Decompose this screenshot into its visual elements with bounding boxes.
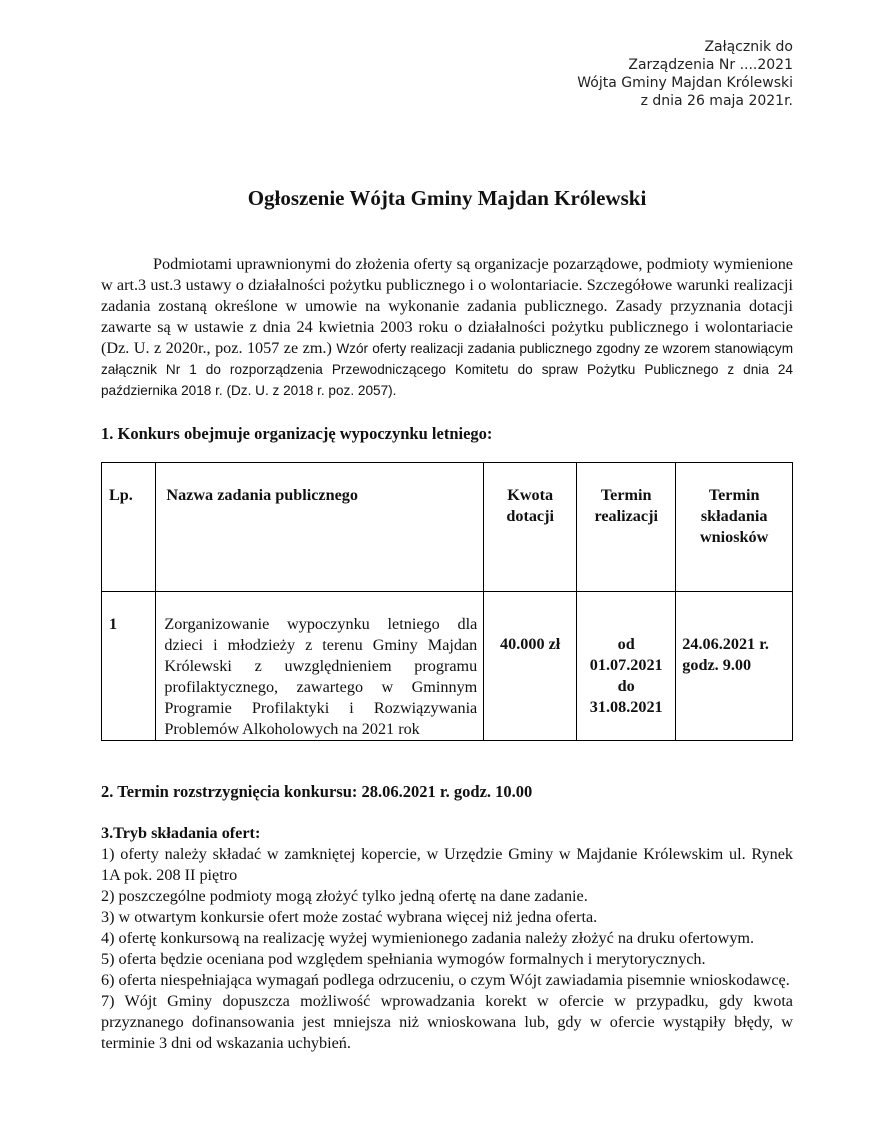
section-3 [101, 823, 793, 1054]
section-1-heading: 1. Konkurs obejmuje organizację wypoczynku letniego: [101, 424, 493, 443]
tasks-table [101, 462, 793, 741]
header-submission-line: Termin [708, 486, 760, 504]
cell-task-name: Zorganizowanie wypoczynku letniego dla dzieci i młodzieży z terenu Gminy Majdan Królewski z uwzględnieniem programu profilaktycznego, zawartego w Gminnym Programie Profilaktyki i Rozwiązywania Problemów Alkoholowych na 2021 rok [156, 592, 484, 741]
header-submission-line: składania [700, 507, 768, 525]
annex-header [577, 38, 793, 110]
realization-line: do [617, 677, 635, 695]
realization-line: 31.08.2021 [589, 698, 663, 716]
cell-realization-term [577, 592, 676, 741]
header-task-name: Nazwa zadania publicznego [156, 463, 484, 592]
header-lp: Lp. [102, 463, 156, 592]
list-item: 1) oferty należy składać w zamkniętej kopercie, w Urzędzie Gminy w Majdanie Królewskim ul. Rynek 1A pok. 208 II piętro [101, 845, 793, 884]
intro-paragraph [101, 254, 793, 401]
table-header-row [102, 463, 793, 592]
list-item: 3) w otwartym konkursie ofert może zostać wybrana więcej niż jedna oferta. [101, 908, 598, 926]
list-item: 2) poszczególne podmioty mogą złożyć tylko jedną ofertę na dane zadanie. [101, 887, 588, 905]
list-item: 7) Wójt Gminy dopuszcza możliwość wprowadzania korekt w ofercie w przypadku, gdy kwota przyznanego dofinansowania jest mniejsza niż wnioskowana lub, gdy w ofercie wystąpiły błędy, w terminie 3 dni od wskazania uchybień. [101, 992, 793, 1052]
annex-line: Załącznik do [704, 39, 793, 55]
section-3-heading: 3.Tryb składania ofert: [101, 824, 261, 842]
submission-line: godz. 9.00 [682, 656, 752, 674]
list-item: 6) oferta niespełniająca wymagań podlega odrzuceniu, o czym Wójt zawiadamia pisemnie wnioskodawcę. [101, 971, 790, 989]
realization-line: od [617, 635, 635, 653]
table-row [102, 592, 793, 741]
intro-template-note: Wzór oferty realizacji zadania publicznego zgodny ze wzorem stanowiącym załącznik Nr 1 do rozporządzenia Przewodniczącego Komitetu do spraw Pożytku Publicznego z dnia 24 października 2018 r. (Dz. U. z 2018 r. poz. 2057). [101, 341, 794, 398]
submission-line: 24.06.2021 r. [682, 635, 769, 653]
header-realization-line: realizacji [594, 507, 658, 525]
header-amount-line: Kwota [507, 486, 554, 504]
document-title: Ogłoszenie Wójta Gminy Majdan Królewski [247, 186, 647, 210]
header-submission-line: wniosków [699, 528, 769, 546]
cell-lp: 1 [102, 592, 156, 741]
list-item: 5) oferta będzie oceniana pod względem spełniania wymogów formalnych i merytorycznych. [101, 950, 706, 968]
annex-line: z dnia 26 maja 2021r. [640, 93, 793, 109]
cell-amount: 40.000 zł [484, 592, 577, 741]
intro-text: Podmiotami uprawnionymi do złożenia oferty są organizacje pozarządowe, podmioty wymienione w art.3 ust.3 ustawy o działalności pożytku publicznego i o wolontariacie. Szczegółowe warunki realizacji zadania zostaną określone w umowie na wykonanie zadania publicznego. Zasady przyznania dotacji zawarte są w ustawie z dnia 24 kwietnia 2003 roku o działalności pożytku publicznego i wolontariacie (Dz. U. z 2020r., poz. 1057 ze zm.) [101, 255, 793, 357]
annex-line: Wójta Gminy Majdan Królewski [577, 75, 793, 91]
header-submission-term [676, 463, 793, 592]
list-item: 4) ofertę konkursową na realizację wyżej wymienionego zadania należy złożyć na druku ofertowym. [101, 929, 755, 947]
section-2-heading: 2. Termin rozstrzygnięcia konkursu: 28.06.2021 r. godz. 10.00 [101, 782, 533, 801]
header-realization-term [577, 463, 676, 592]
cell-submission-term [676, 592, 793, 741]
header-amount [484, 463, 577, 592]
annex-line: Zarządzenia Nr ....2021 [628, 57, 793, 73]
header-amount-line: dotacji [506, 507, 554, 525]
header-realization-line: Termin [600, 486, 652, 504]
realization-line: 01.07.2021 [589, 656, 663, 674]
